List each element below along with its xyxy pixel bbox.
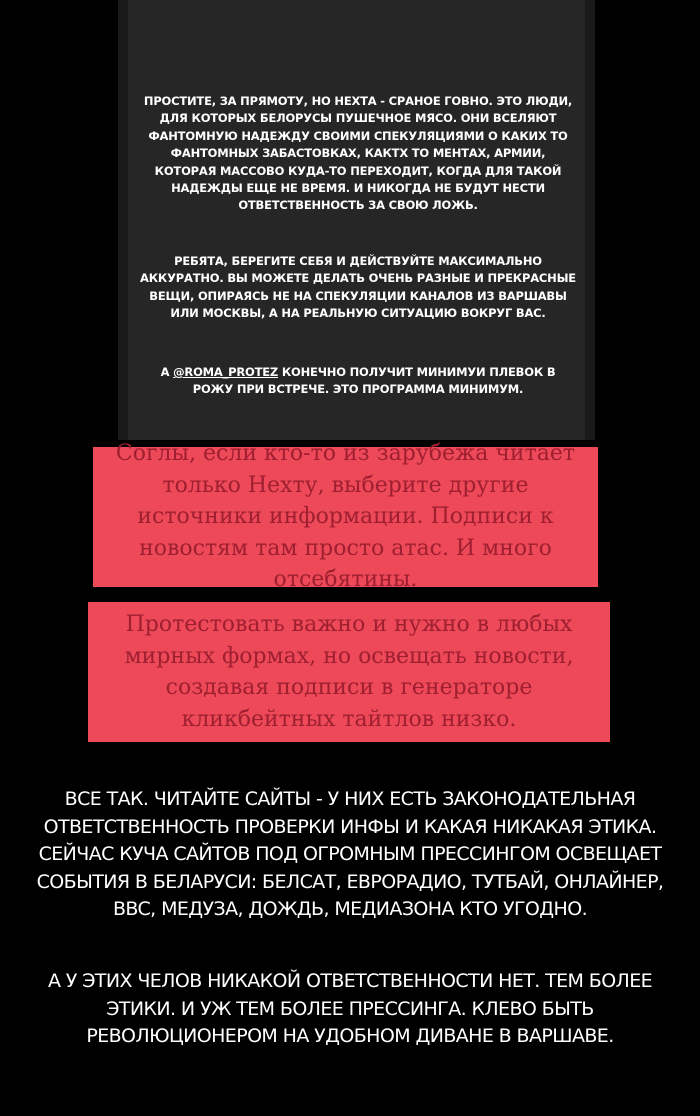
quoted-paragraph-1: ПРОСТИТЕ, ЗА ПРЯМОТУ, НО НЕХТА - СРАНОЕ ГОВНО. ЭТО ЛЮДИ, ДЛЯ КОТОРЫХ БЕЛОРУСЫ ПУШЕЧНОЕ МЯСО. ОНИ ВСЕЛЯЮТ ФАНТОМНУЮ НАДЕЖДУ СВОИМИ СПЕКУЛЯЦИЯМИ О КАКИХ ТО ФАНТОМНЫХ ЗАБАСТОВКАХ, КАКТХ ТО МЕНТАХ, АРМИИ, КОТОРАЯ МАССОВО КУДА-ТО ПЕРЕХОДИТ, КОГДА ДЛЯ ТАКОЙ НАДЕЖДЫ ЕЩЕ НЕ ВРЕМЯ. И НИКОГДА НЕ БУДУТ НЕСТИ ОТВЕТСТВЕННОСТЬ ЗА СВОЮ ЛОЖЬ. — [143, 94, 573, 213]
quoted-paragraph-3-prefix: А — [160, 365, 174, 379]
text-highlight-box-2 — [88, 602, 610, 742]
highlight-text-2: Протестовать важно и нужно в любых мирных формах, но освещать новости, создавая подписи в генераторе кликбейтных тайтлов низко. — [124, 612, 574, 732]
quoted-paragraph-2: РЕБЯТА, БЕРЕГИТЕ СЕБЯ И ДЕЙСТВУЙТЕ МАКСИМАЛЬНО АККУРАТНО. ВЫ МОЖЕТЕ ДЕЛАТЬ ОЧЕНЬ РАЗНЫЕ И ПРЕКРАСНЫЕ ВЕЩИ, ОПИРАЯСЬ НЕ НА СПЕКУЛЯЦИИ КАНАЛОВ ИЗ ВАРШАВЫ ИЛИ МОСКВЫ, А НА РЕАЛЬНУЮ СИТУАЦИЮ ВОКРУГ ВАС. — [140, 254, 576, 321]
embedded-right-edge — [585, 0, 595, 440]
overlay-paragraph-2: А У ЭТИХ ЧЕЛОВ НИКАКОЙ ОТВЕТСТВЕННОСТИ НЕТ. ТЕМ БОЛЕЕ ЭТИКИ. И УЖ ТЕМ БОЛЕЕ ПРЕССИНГА. КЛЕВО БЫТЬ РЕВОЛЮЦИОНЕРОМ НА УДОБНОМ ДИВАНЕ В ВАРШАВЕ. — [47, 970, 653, 1048]
overlay-paragraph-1: ВСЕ ТАК. ЧИТАЙТЕ САЙТЫ - У НИХ ЕСТЬ ЗАКОНОДАТЕЛЬНАЯ ОТВЕТСТВЕННОСТЬ ПРОВЕРКИ ИНФЫ И КАКАЯ НИКАКАЯ ЭТИКА. СЕЙЧАС КУЧА САЙТОВ ПОД ОГРОМНЫМ ПРЕССИНГОМ ОСВЕЩАЕТ СОБЫТИЯ В БЕЛАРУСИ: БЕЛСАТ, ЕВРОРАДИО, ТУТБАЙ, ОНЛАЙНЕР, BBC, МЕДУЗА, ДОЖДЬ, МЕДИАЗОНА КТО УГОДНО. — [36, 788, 664, 921]
text-highlight-box-1 — [93, 441, 598, 593]
quoted-paragraph-3-suffix: КОНЕЧНО ПОЛУЧИТ МИНИМУИ ПЛЕВОК В РОЖУ ПРИ ВСТРЕЧЕ. ЭТО ПРОГРАММА МИНИМУМ. — [192, 365, 556, 397]
embedded-left-edge — [118, 0, 128, 440]
mention-link[interactable]: @ROMA_PROTEZ — [173, 365, 279, 379]
highlight-text-1: Соглы, если кто-то из зарубежа читает только Нехту, выберите другие источники информации. Подписи к новостям там просто атас. И много отсебятины. — [115, 441, 576, 593]
quoted-paragraph-3 — [140, 364, 576, 399]
